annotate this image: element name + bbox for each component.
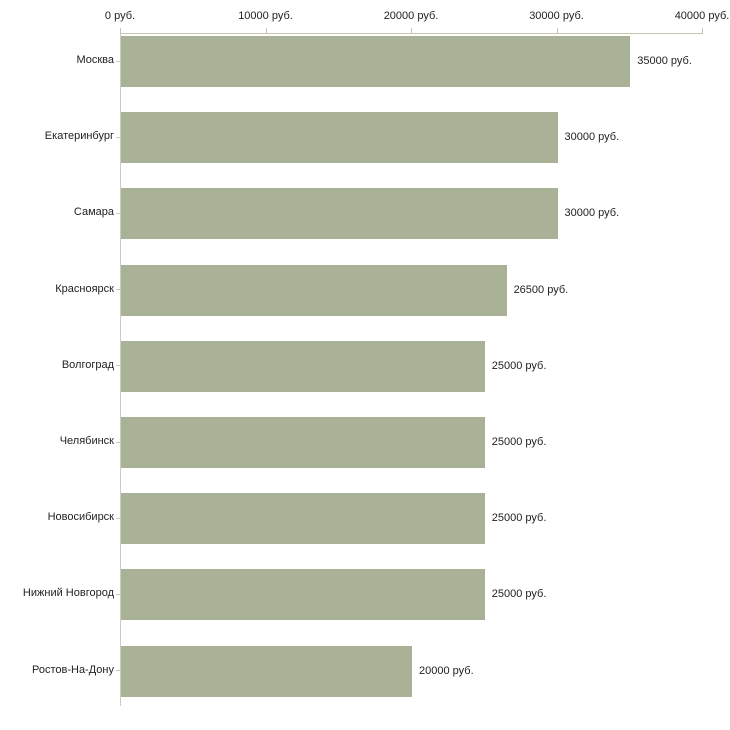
bar-value-label: 25000 руб. xyxy=(491,588,547,601)
x-axis-tick-label: 20000 руб. xyxy=(383,10,439,22)
y-axis-tick xyxy=(116,594,120,595)
category-label: Ростов-На-Дону xyxy=(31,663,114,676)
x-axis-tick-label: 0 руб. xyxy=(104,10,136,22)
category-label: Волгоград xyxy=(61,358,114,371)
bar-value-label: 25000 руб. xyxy=(491,359,547,372)
bar-value-label: 26500 руб. xyxy=(513,283,569,296)
x-axis-tick xyxy=(411,28,412,33)
bar-value-label: 25000 руб. xyxy=(491,512,547,525)
bar xyxy=(121,569,485,620)
y-axis-tick xyxy=(116,61,120,62)
x-axis-tick-label: 10000 руб. xyxy=(238,10,293,22)
y-axis-tick xyxy=(116,137,120,138)
x-axis-tick xyxy=(266,28,267,33)
bar xyxy=(121,36,630,87)
bar xyxy=(121,341,485,392)
bar-value-label: 20000 руб. xyxy=(419,664,474,677)
category-label: Екатеринбург xyxy=(44,130,114,143)
category-label: Самара xyxy=(73,206,114,219)
bar xyxy=(121,646,412,697)
bar-value-label: 30000 руб. xyxy=(564,131,620,144)
plot-area xyxy=(120,33,703,706)
x-axis-tick-label: 30000 руб. xyxy=(529,10,584,22)
x-axis-tick xyxy=(702,28,703,33)
category-label: Нижний Новгород xyxy=(22,587,114,600)
category-label: Челябинск xyxy=(59,435,114,447)
y-axis-tick xyxy=(116,518,120,519)
bar xyxy=(121,493,485,544)
category-label: Новосибирск xyxy=(47,511,114,524)
category-label: Красноярск xyxy=(55,282,114,295)
y-axis-tick xyxy=(116,365,120,366)
y-axis-tick xyxy=(116,442,120,443)
y-axis-tick xyxy=(116,289,120,290)
y-axis-tick xyxy=(116,213,120,214)
x-axis-tick-label: 40000 руб. xyxy=(674,10,730,22)
bar-value-label: 35000 руб. xyxy=(637,55,692,67)
bar-value-label: 30000 руб. xyxy=(564,207,620,220)
bar xyxy=(121,265,507,316)
bar xyxy=(121,417,485,468)
bar-value-label: 25000 руб. xyxy=(491,436,547,448)
y-axis-tick xyxy=(116,670,120,671)
bar xyxy=(121,112,558,163)
bar xyxy=(121,188,558,239)
category-label: Москва xyxy=(76,54,114,66)
x-axis-tick xyxy=(120,28,121,33)
x-axis-tick xyxy=(557,28,558,33)
